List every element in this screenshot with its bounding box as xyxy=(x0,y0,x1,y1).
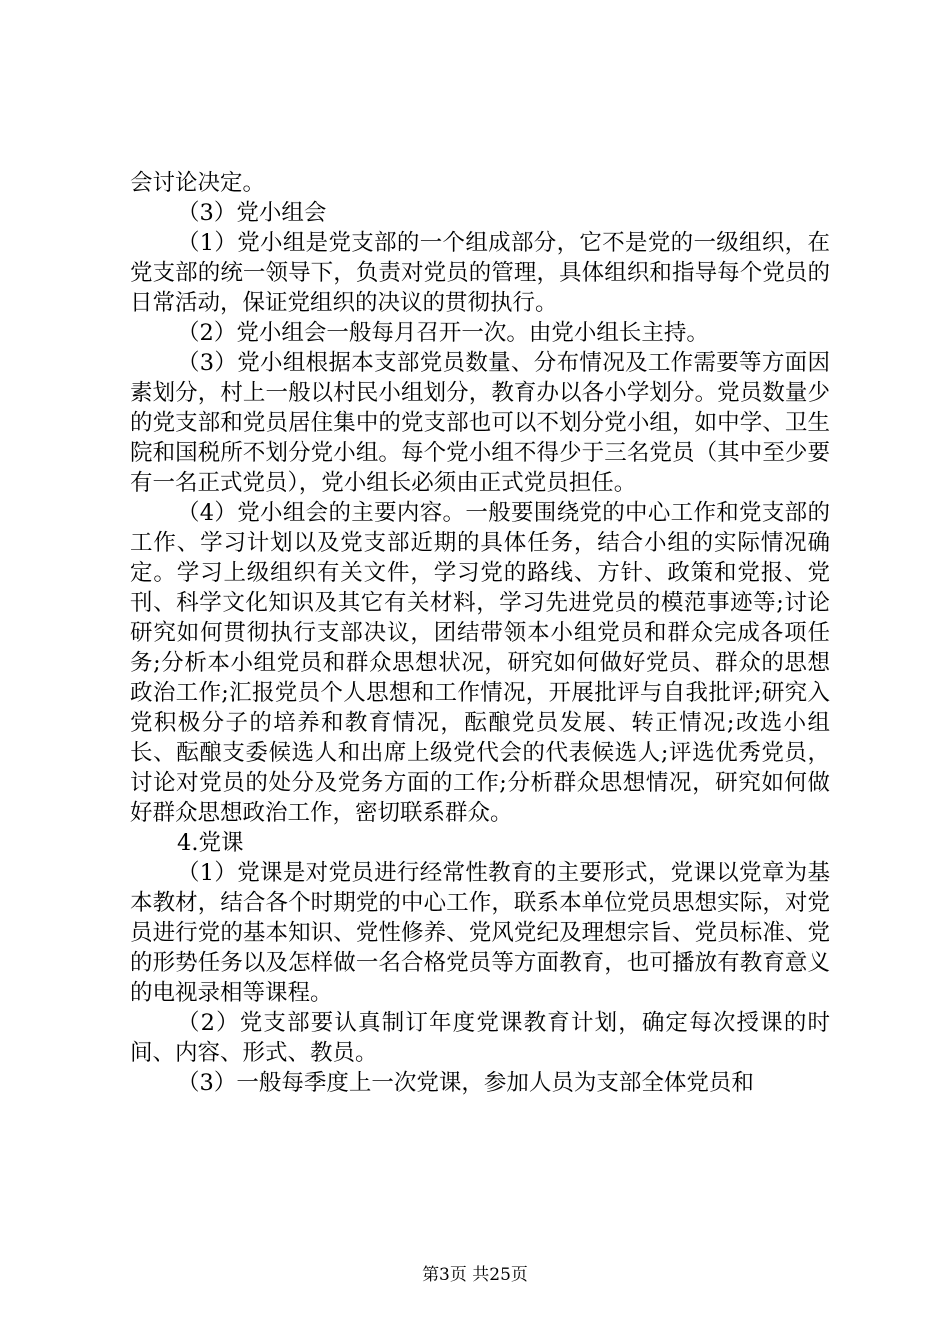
paragraph-item-2: （2）党小组会一般每月召开一次。由党小组长主持。 xyxy=(177,320,709,346)
paragraph-item-3: （3）党小组根据本支部党员数量、分布情况及工作需要等方面因素划分，村上一般以村民小组划分，教育办以各小学划分。党员数量少的党支部和党员居住集中的党支部也可以不划分党小组，如中学、卫生院和国税所不划分党小组。每个党小组不得少于三名党员（其中至少要有一名正式党员），党小组长必须由正式党员担任。 xyxy=(130,350,830,496)
paragraph-item-1: （1）党小组是党支部的一个组成部分，它不是党的一级组织，在党支部的统一领导下，负责对党员的管理，具体组织和指导每个党员的日常活动，保证党组织的决议的贯彻执行。 xyxy=(130,230,830,316)
paragraph-lecture-item-2: （2）党支部要认真制订年度党课教育计划，确定每次授课的时间、内容、形式、教员。 xyxy=(130,1010,830,1066)
paragraph-lecture-item-1: （1）党课是对党员进行经常性教育的主要形式，党课以党章为基本教材，结合各个时期党的中心工作，联系本单位党员思想实际，对党员进行党的基本知识、党性修养、党风党纪及理想宗旨、党员标准、党的形势任务以及怎样做一名合格党员等方面教育，也可播放有教育意义的电视录相等课程。 xyxy=(130,860,830,1006)
paragraph-item-4: （4）党小组会的主要内容。一般要围绕党的中心工作和党支部的工作、学习计划以及党支部近期的具体任务，结合小组的实际情况确定。学习上级组织有关文件，学习党的路线、方针、政策和党报、党刊、科学文化知识及其它有关材料，学习先进党员的模范事迹等;讨论研究如何贯彻执行支部决议，团结带领本小组党员和群众完成各项任务;分析本小组党员和群众思想状况，研究如何做好党员、群众的思想政治工作;汇报党员个人思想和工作情况，开展批评与自我批评;研究入党积极分子的培养和教育情况，酝酿党员发展、转正情况;改选小组长、酝酿支委候选人和出席上级党代会的代表候选人;评选优秀党员，讨论对党员的处分及党务方面的工作;分析群众思想情况，研究如何做好群众思想政治工作，密切联系群众。 xyxy=(130,500,830,826)
section-heading-party-lecture: 4.党课 xyxy=(177,830,244,856)
document-body xyxy=(130,168,830,1098)
section-heading-party-group-meeting: （3）党小组会 xyxy=(177,200,327,226)
paragraph-lecture-item-3: （3）一般每季度上一次党课，参加人员为支部全体党员和 xyxy=(177,1070,754,1096)
paragraph-continuation: 会讨论决定。 xyxy=(130,170,266,196)
page-number-footer: 第3页 共25页 xyxy=(422,1265,528,1285)
